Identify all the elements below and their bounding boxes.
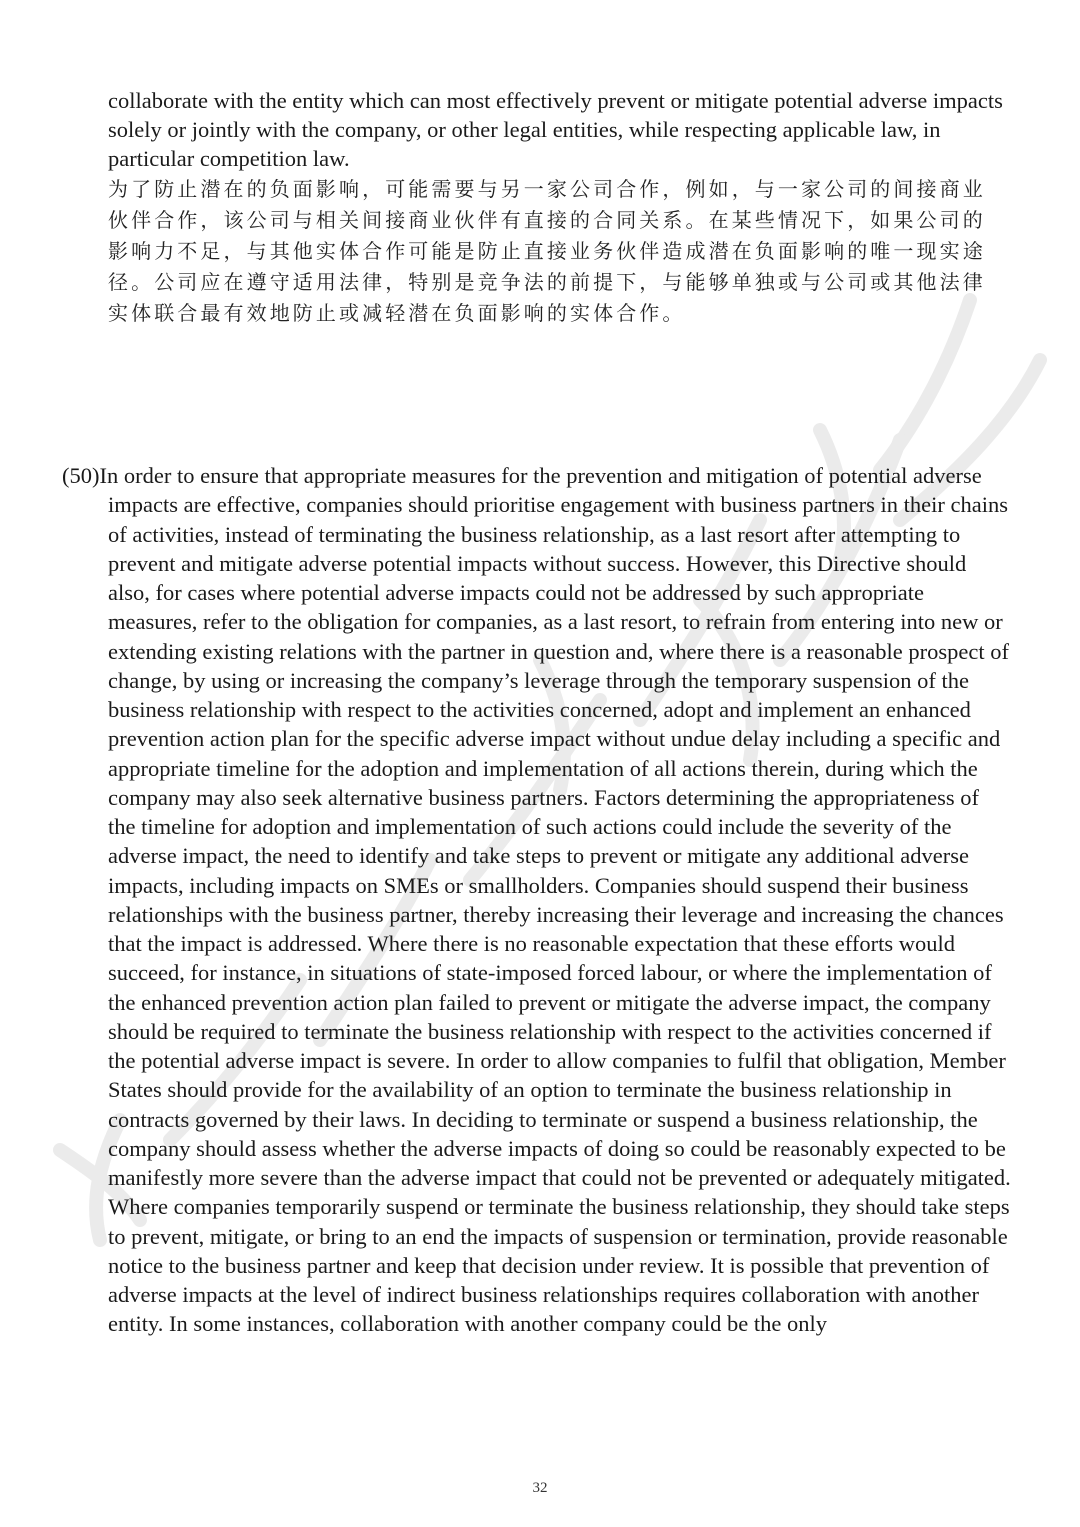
recital-50-text: In order to ensure that appropriate measures for the prevention and mitigation of potential adverse impacts are effective, companies should prioritise engagement with business partners in their chains of activities, instead of terminating the business relationship, as a last resort after attempting to prevent and mitigate adverse potential impacts without success. However, this Directive should also, for cases where potential adverse impacts could not be addressed by such appropriate measures, refer to the obligation for companies, as a last resort, to refrain from entering into new or extending existing relations with the partner in question and, where there is a reasonable prospect of change, by using or increasing the company’s leverage through the temporary suspension of the business relationship with respect to the activities concerned, adopt and implement an enhanced prevention action plan for the specific adverse impact without undue delay including a specific and appropriate timeline for the adoption and implementation of all actions therein, during which the company may also seek alternative business partners. Factors determining the appropriateness of the timeline for adoption and implementation of such actions could include the severity of the adverse impact, the need to identify and take steps to prevent or mitigate any additional adverse impacts, including impacts on SMEs or smallholders. Companies should suspend their business relationships with the business partner, thereby increasing their leverage and increasing the chances that the impact is addressed. Where there is no reasonable expectation that these efforts would succeed, for instance, in situations of state-imposed forced labour, or where the implementation of the enhanced prevention action plan failed to prevent or mitigate the adverse impact, the company should be required to terminate the business relationship with respect to the activities concerned if the potential adverse impact is severe. In order to allow companies to fulfil that obligation, Member States should provide for the availability of an option to terminate the business relationship in contracts governed by their laws. In deciding to terminate or suspend a business relationship, the company should assess whether the adverse impacts of doing so could be reasonably expected to be manifestly more severe than the adverse impact that could not be prevented or adequately mitigated. Where companies temporarily suspend or terminate the business relationship, they should take steps to prevent, mitigate, or bring to an end the impacts of suspension or termination, provide reasonable notice to the business partner and keep that decision under review. It is possible that prevention of adverse impacts at the level of indirect business relationships requires collaboration with another entity. In some instances, collaboration with another company could be the only xyxy=(99,463,1011,1337)
recital-50-body xyxy=(62,461,1012,1339)
recital-number: (50) xyxy=(62,463,100,488)
page-number: 32 xyxy=(532,1480,548,1496)
continuation-paragraph-en: collaborate with the entity which can most effectively prevent or mitigate potential adverse impacts solely or jointly with the company, or other legal entities, while respecting applicable law, in particular competition law. xyxy=(108,88,1003,172)
recital-50 xyxy=(62,461,1012,1339)
continuation-paragraph-zh: 为了防止潜在的负面影响，可能需要与另一家公司合作，例如，与一家公司的间接商业伙伴合作，该公司与相关间接商业伙伴有直接的合同关系。在某些情况下，如果公司的影响力不足，与其他实体合作可能是防止直接业务伙伴造成潜在负面影响的唯一现实途径。公司应在遵守适用法律，特别是竞争法的前提下，与能够单独或与公司或其他法律实体联合最有效地防止或减轻潜在负面影响的实体合作。 xyxy=(108,177,986,325)
